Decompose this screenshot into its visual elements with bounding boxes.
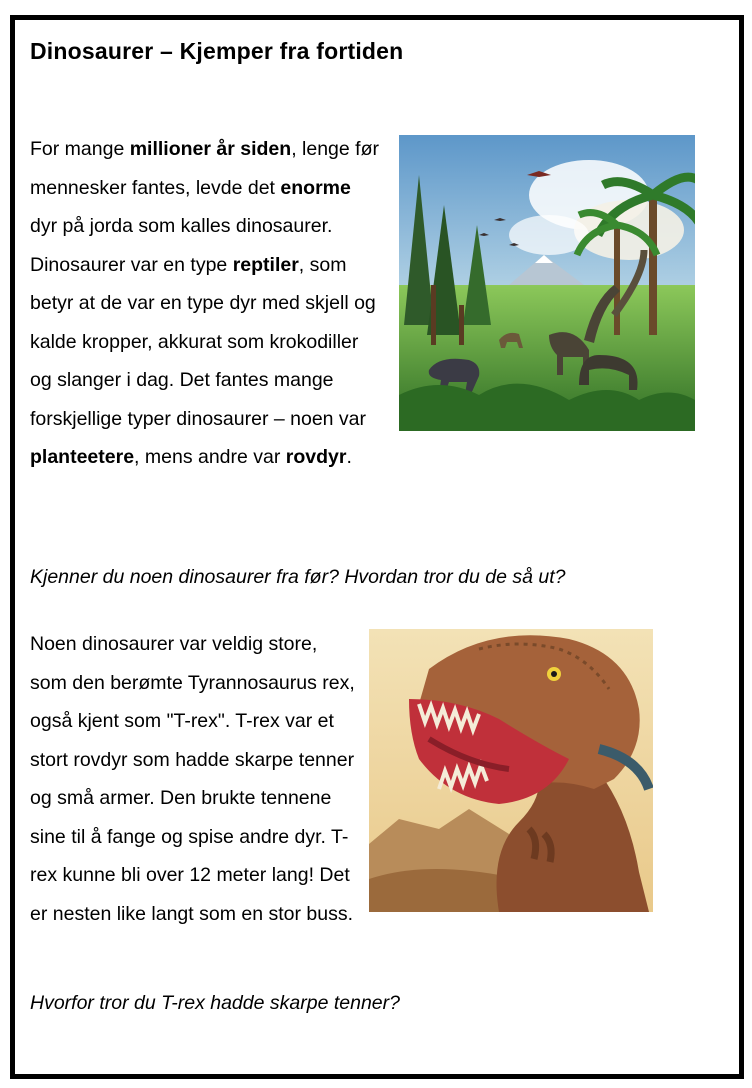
page-title: Dinosaurer – Kjemper fra fortiden	[30, 38, 404, 64]
trex-illustration	[369, 629, 653, 912]
paragraph-intro	[30, 130, 690, 477]
question-1: Kjenner du noen dinosaurer fra før? Hvordan tror du de så ut?	[30, 566, 566, 588]
bold-rovdyr: rovdyr	[285, 446, 347, 468]
prehistoric-landscape-image	[399, 135, 695, 431]
intro-text-2: , lenge før mennesker fantes, levde det	[30, 138, 379, 199]
paragraph-trex	[30, 625, 650, 933]
bold-reptiler: reptiler	[232, 253, 299, 276]
intro-text-5: , mens andre var	[134, 446, 286, 468]
intro-text-3: dyr på jorda som kalles dinosaurer. Dinosaurer var en type	[30, 215, 333, 276]
intro-text-1: For mange	[30, 138, 130, 160]
intro-text-4: , som betyr at de var en type dyr med skjell og kalde kropper, akkurat som krokodiller og slanger i dag. Det fantes mange forskjellige typer dinosaurer – noen var	[30, 253, 376, 430]
trex-text: Noen dinosaurer var veldig store, som den berømte Tyrannosaurus rex, også kjent som "T-rex". T-rex var et stort rovdyr som hadde skarpe tenner og små armer. Den brukte tennene sine til å fange og spise andre dyr. T-rex kunne bli over 12 meter lang! Det er nesten like langt som en stor buss.	[30, 633, 355, 925]
worksheet-frame	[10, 15, 744, 1079]
question-2: Hvorfor tror du T-rex hadde skarpe tenner?	[30, 992, 400, 1014]
trex-image	[369, 629, 653, 912]
bold-enorme: enorme	[280, 176, 351, 199]
bold-planteetere: planteetere	[30, 446, 135, 468]
intro-text-6: .	[346, 446, 352, 468]
landscape-illustration	[399, 135, 695, 431]
bold-millioner-ar-siden: millioner år siden	[129, 138, 292, 160]
